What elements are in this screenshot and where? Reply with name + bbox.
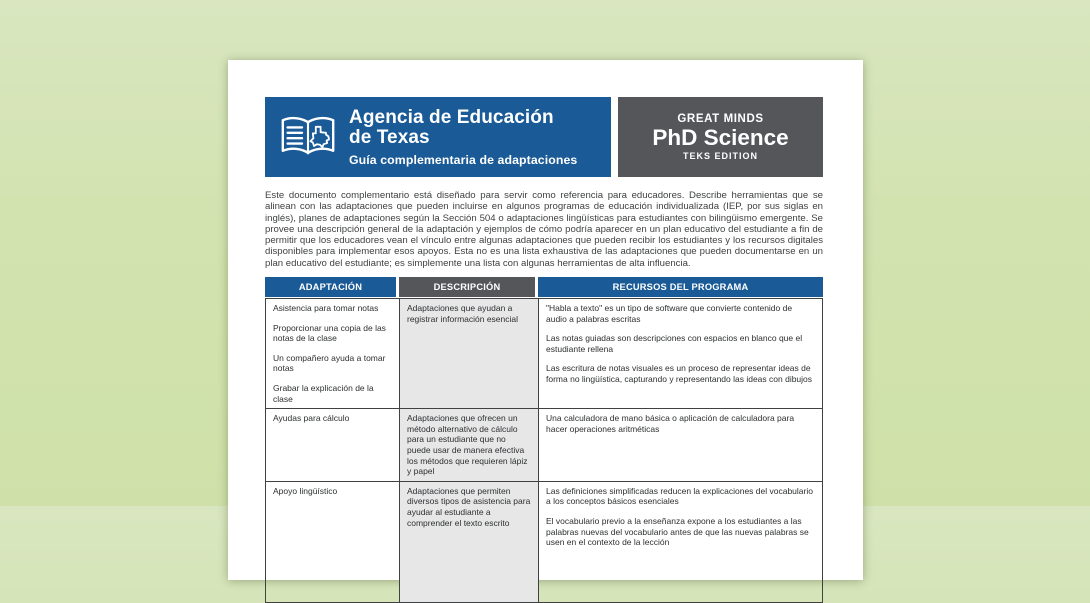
table-header-recursos: RECURSOS DEL PROGRAMA [538, 277, 823, 297]
cell-paragraph: Asistencia para tomar notas [273, 303, 379, 314]
cell-adaptacion [265, 482, 399, 602]
table-row [265, 299, 823, 409]
cell-paragraph: Las escritura de notas visuales es un proceso de representar ideas de forma no lingüística, capturando y representando las ideas con dibujos [546, 363, 813, 385]
cell-adaptacion [265, 409, 399, 481]
document-content [228, 60, 863, 603]
agency-title-line1: Agencia de Educación [349, 106, 554, 128]
cell-paragraph: Adaptaciones que ayudan a registrar información esencial [407, 303, 519, 324]
table-row [265, 409, 823, 482]
cell-paragraph: Ayudas para cálculo [273, 413, 350, 424]
adaptations-table [265, 277, 823, 603]
cell-descripcion [399, 299, 538, 408]
cell-paragraph: Adaptaciones que ofrecen un método alternativo de cálculo para un estudiante que no puede usar de manera efectiva los métodos que requieren lápiz y papel [407, 413, 528, 477]
open-book-texas-icon [278, 108, 338, 166]
cell-paragraph: Apoyo lingüístico [273, 485, 338, 496]
tea-logo-block [265, 97, 611, 177]
brand-phd-science: PhD Science [652, 125, 789, 150]
great-minds-logo-block [618, 97, 823, 177]
cell-recursos [538, 299, 823, 408]
cell-paragraph: Adaptaciones que permiten diversos tipos de asistencia para ayudar al estudiante a comprender el texto escrito [407, 485, 531, 528]
table-header-row [265, 277, 823, 297]
cell-adaptacion [265, 299, 399, 408]
cell-descripcion [399, 409, 538, 481]
cell-paragraph: Las notas guiadas son descripciones con espacios en blanco que el estudiante rellena [546, 333, 803, 354]
cell-descripcion [399, 482, 538, 602]
cell-paragraph: Proporcionar una copia de las notas de la clase [273, 322, 386, 344]
brand-great-minds: GREAT MINDS [677, 113, 764, 125]
tea-text-block [349, 108, 577, 167]
cell-paragraph: Un compañero ayuda a tomar notas [273, 352, 386, 374]
table-row [265, 482, 823, 603]
document-header [265, 97, 823, 177]
cell-paragraph: "Habla a texto" es un tipo de software que convierte contenido de audio a palabras escritas [546, 303, 793, 324]
document-page [228, 60, 863, 580]
brand-teks-edition: TEKS EDITION [682, 151, 758, 161]
table-header-adaptacion: ADAPTACIÓN [265, 277, 399, 297]
cell-recursos [538, 409, 823, 481]
intro-paragraph: Este documento complementario está diseñado para servir como referencia para educadores. Describe herramientas que se alinean con las adaptaciones que pueden incluirse en algunos programas de educación individualizada (IEP, por sus siglas en inglés), planes de adaptaciones según la Sección 504 o adaptaciones lingüísticas para estudiantes con bilingüismo emergente. Se provee una descripción general de la adaptación y ejemplos de cómo podría aparecer en un plan educativo del estudiante a fin de permitir que los educadores vean el vínculo entre algunas adaptaciones que pueden recibir los estudiantes y los recursos digitales disponibles para implementar esos apoyos. Esta no es una lista exhaustiva de las adaptaciones que pueden documentarse en un plan educativo del estudiante; es simplemente una lista con algunas herramientas de alta influencia. [265, 190, 823, 269]
agency-subtitle: Guía complementaria de adaptaciones [349, 152, 578, 167]
cell-paragraph: Las definiciones simplificadas reducen la explicaciones del vocabulario a los conceptos básicos esenciales [546, 485, 813, 507]
table-header-descripcion: DESCRIPCIÓN [399, 277, 538, 297]
cell-paragraph: Una calculadora de mano básica o aplicación de calculadora para hacer operaciones aritméticas [546, 413, 795, 434]
cell-recursos [538, 482, 823, 602]
cell-paragraph: Grabar la explicación de la clase [273, 383, 374, 404]
cell-paragraph: El vocabulario previo a la enseñanza expone a los estudiantes a las palabras nuevas del vocabulario antes de que las nuevas palabras se usen en el contexto de la lección [546, 515, 809, 548]
agency-title-line2: de Texas [349, 127, 430, 148]
table-body [265, 298, 823, 603]
